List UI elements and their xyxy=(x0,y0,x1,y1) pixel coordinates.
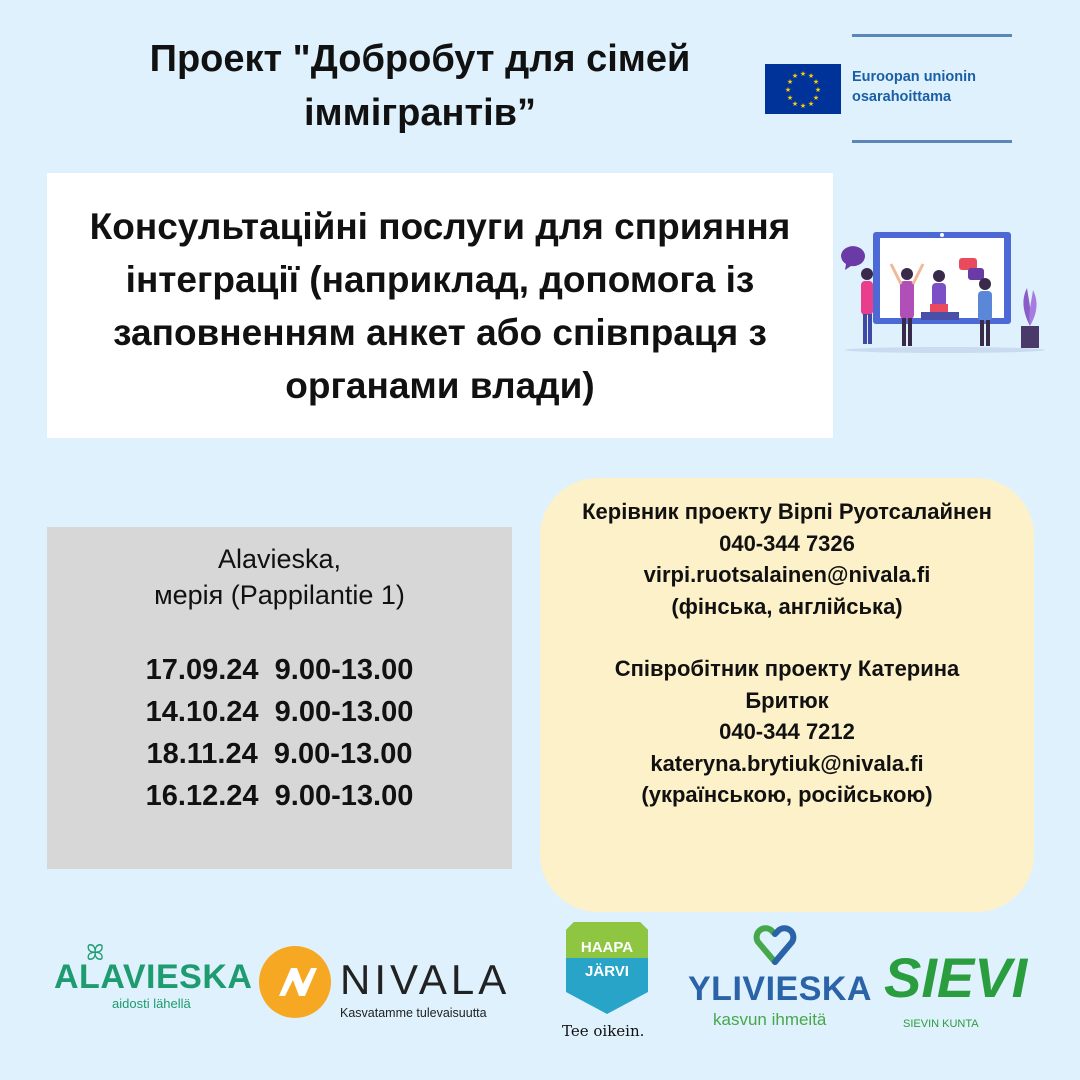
consultation-line-4: органами влади) xyxy=(285,364,595,406)
employee-languages: (українською, російською) xyxy=(641,782,933,807)
team-presentation-illustration xyxy=(835,228,1050,358)
eu-funding-label xyxy=(852,67,1022,107)
schedule-box xyxy=(47,527,512,869)
svg-text:★: ★ xyxy=(807,100,815,108)
alavieska-logo-text: ALAVIESKA xyxy=(54,958,253,996)
consultation-line-1: Консультаційні послуги для сприяння xyxy=(89,205,791,247)
alavieska-butterfly-icon: ꕤ xyxy=(86,940,105,965)
svg-text:★: ★ xyxy=(786,78,794,86)
page-title xyxy=(60,32,780,140)
manager-role: Керівник проекту Вірпі Руотсалайнен xyxy=(582,499,992,524)
schedule-date: 18.11.24 9.00-13.00 xyxy=(146,738,413,770)
title-line-2: іммігрантів” xyxy=(304,92,536,134)
schedule-dates xyxy=(47,649,512,817)
svg-text:★: ★ xyxy=(784,86,792,94)
alavieska-logo-subtitle: aidosti lähellä xyxy=(112,996,191,1011)
manager-languages: (фінська, англійська) xyxy=(671,593,903,619)
employee-email[interactable]: kateryna.brytiuk@nivala.fi xyxy=(650,750,924,776)
employee-role-line-1: Співробітник проекту Катерина xyxy=(614,656,960,681)
schedule-location-line-2: мерія (Pappilantie 1) xyxy=(154,580,405,610)
consultation-box xyxy=(47,173,833,438)
eu-line-2: osarahoittama xyxy=(852,89,952,105)
schedule-date: 14.10.24 9.00-13.00 xyxy=(145,696,414,728)
haapajarvi-logo-subtitle: Tee oikein. xyxy=(562,1022,645,1040)
employee-role-line-2: Бритюк xyxy=(745,687,829,713)
svg-text:★: ★ xyxy=(812,94,820,102)
eu-top-rule xyxy=(852,34,1012,37)
employee-phone[interactable]: 040-344 7212 xyxy=(719,719,855,744)
svg-text:★: ★ xyxy=(807,72,815,80)
contact-spacer xyxy=(540,622,1034,653)
sievi-logo-subtitle: SIEVIN KUNTA xyxy=(903,1018,979,1030)
schedule-date: 16.12.24 9.00-13.00 xyxy=(145,780,414,812)
eu-line-1: Euroopan unionin xyxy=(852,69,977,85)
manager-email[interactable]: virpi.ruotsalainen@nivala.fi xyxy=(643,562,931,587)
svg-text:★: ★ xyxy=(791,100,799,108)
sievi-logo-text: SIEVI xyxy=(884,946,1028,1009)
nivala-logo-icon xyxy=(259,946,331,1018)
nivala-logo-subtitle: Kasvatamme tulevaisuutta xyxy=(340,1006,487,1020)
svg-text:★: ★ xyxy=(791,72,799,80)
haapajarvi-logo-badge xyxy=(566,922,648,1014)
consultation-line-2: інтеграції (наприклад, допомога із xyxy=(125,258,755,300)
svg-text:★: ★ xyxy=(799,102,807,110)
svg-text:★: ★ xyxy=(812,78,820,86)
contacts-box xyxy=(540,478,1034,912)
schedule-date: 17.09.24 9.00-13.00 xyxy=(145,654,414,686)
ylivieska-logo-text: YLIVIESKA xyxy=(688,970,872,1008)
manager-phone[interactable]: 040-344 7326 xyxy=(719,530,855,556)
ylivieska-knot-icon xyxy=(748,912,802,968)
haapajarvi-logo-line-2: JÄRVI xyxy=(585,963,629,980)
haapajarvi-logo-line-1: HAAPA xyxy=(580,939,634,956)
ylivieska-logo-subtitle: kasvun ihmeitä xyxy=(713,1010,827,1029)
nivala-logo-text: NIVALA xyxy=(340,956,511,1003)
eu-flag-icon xyxy=(765,64,841,114)
svg-text:★: ★ xyxy=(799,70,807,78)
schedule-location-line-1: Alavieska, xyxy=(217,544,342,574)
svg-text:★: ★ xyxy=(814,86,822,94)
title-line-1: Проект "Добробут для сімей xyxy=(149,38,691,80)
eu-bottom-rule xyxy=(852,140,1012,143)
svg-text:★: ★ xyxy=(786,94,794,102)
consultation-line-3: заповненням анкет або співпраця з xyxy=(113,311,767,353)
